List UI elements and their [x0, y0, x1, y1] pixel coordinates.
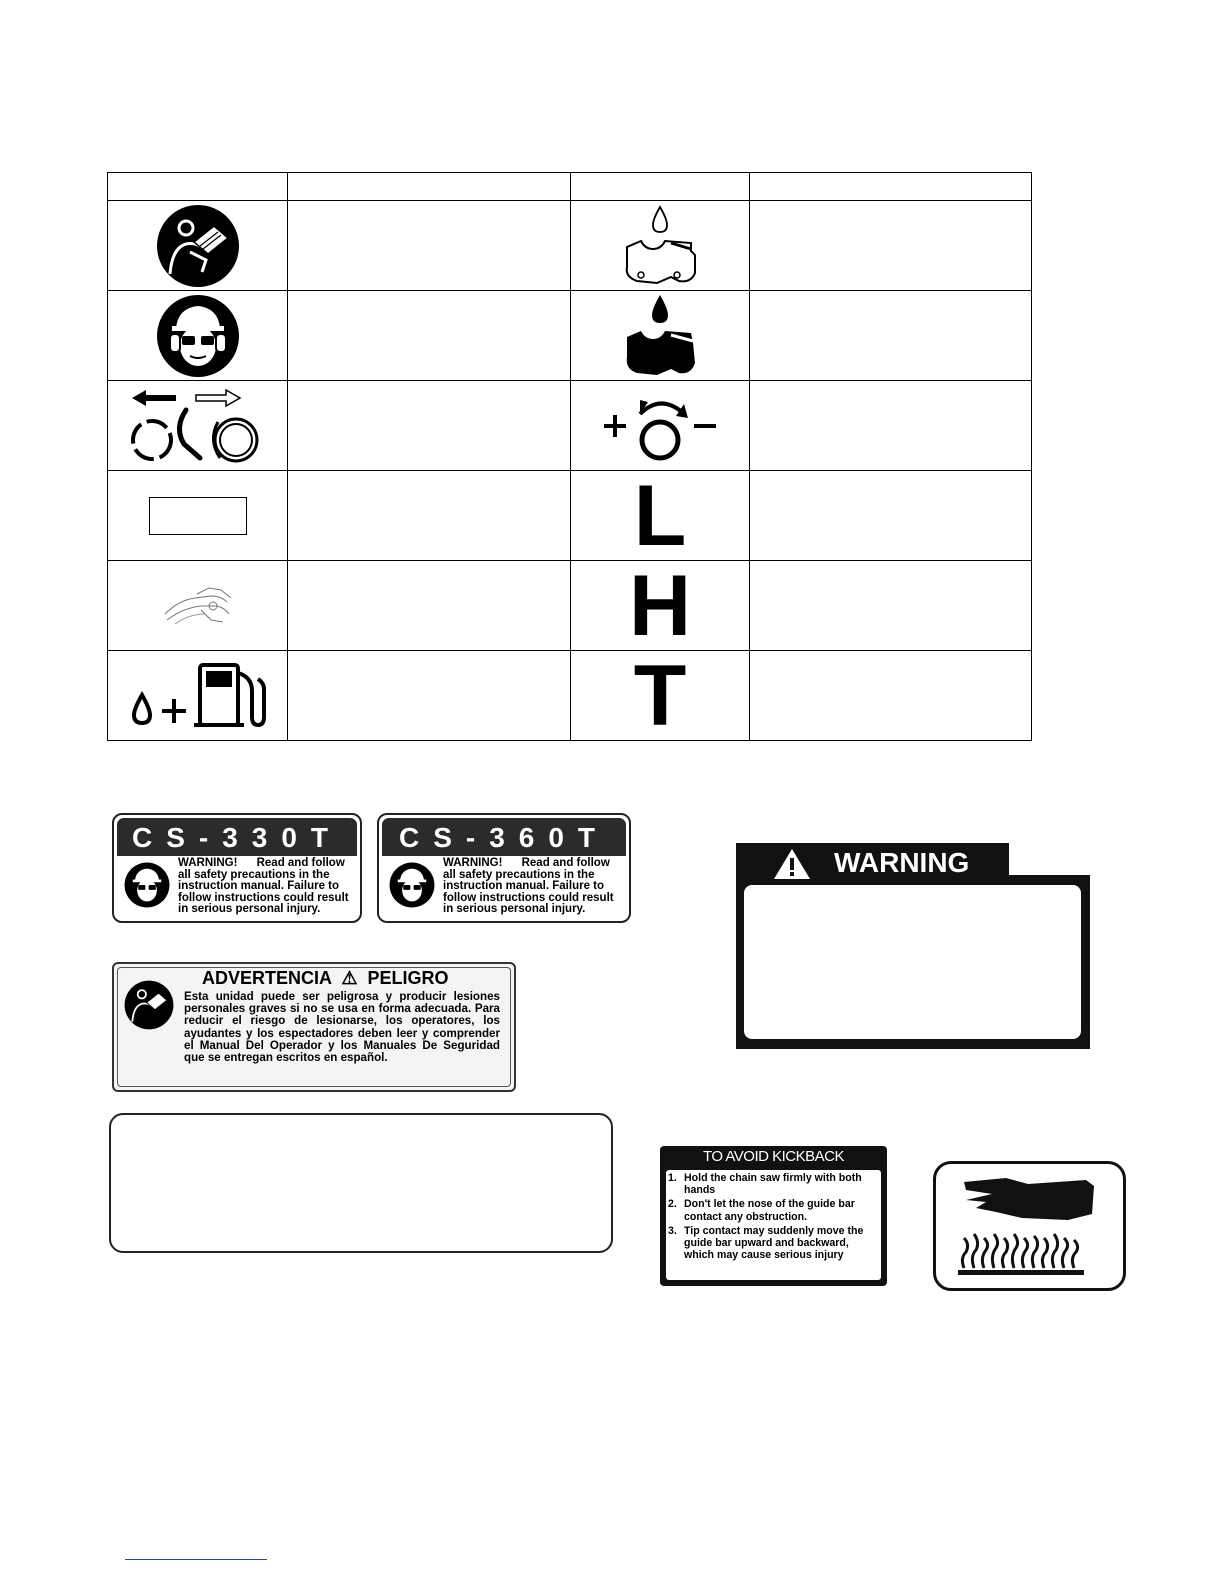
item-text: Tip contact may suddenly move the guide bar upward and backward, which may cause serious injury — [684, 1224, 864, 1262]
warning-label — [736, 843, 1090, 1049]
letter-h-symbol: H — [628, 557, 692, 654]
warning-text — [178, 858, 360, 916]
warning-heading: WARNING! — [178, 857, 238, 869]
hardhat-eye-ear-protection-icon — [389, 862, 435, 908]
symbol-cell — [571, 647, 750, 744]
description-cell — [750, 651, 1032, 741]
table-row — [108, 471, 1032, 561]
warning-body: all safety precautions in the instruction manual. Failure to follow instructions could result in serious personal injury. — [178, 868, 349, 915]
warning-body: all safety precautions in the instruction manual. Failure to follow instructions could result in serious personal injury. — [443, 868, 614, 915]
advertencia-heading: ADVERTENCIA — [202, 968, 332, 988]
table-row — [108, 561, 1032, 651]
oil-adjust-plus-minus-icon — [600, 386, 720, 466]
warning-triangle-icon: ⚠ — [341, 968, 358, 988]
hot-surface-label — [933, 1161, 1126, 1291]
warning-text — [443, 858, 625, 916]
blank-symbol-box — [149, 497, 247, 535]
model-label-cs360t — [377, 813, 631, 923]
list-item — [666, 1172, 881, 1196]
kickback-label — [660, 1146, 887, 1286]
read-manual-icon — [156, 204, 240, 288]
advertencia-text: Esta unidad puede ser peligrosa y producir lesiones personales graves si no se usa en forma adecuada. Para reducir el riesgo de lesionarse, los operatores, los ayudantes y los espectadores deben leer y comprender el Manual Del Operador y los Manuales De Seguridad que se entregan escritos en español. — [184, 990, 500, 1065]
warning-heading-tail: Read and follow — [256, 857, 345, 869]
description-cell — [288, 381, 571, 471]
item-text: Don't let the nose of the guide bar contact any obstruction. — [684, 1198, 855, 1223]
oil-plus-fuel-icon — [128, 659, 268, 733]
header-cell — [288, 173, 571, 201]
letter-t-symbol: T — [633, 647, 687, 744]
list-item — [666, 1198, 881, 1222]
letter-l-symbol: L — [633, 467, 687, 564]
advertencia-label — [112, 962, 516, 1092]
table-row — [108, 381, 1032, 471]
chain-oil-drop-outline-icon — [615, 203, 705, 289]
table-row — [108, 201, 1032, 291]
list-item — [666, 1225, 881, 1262]
symbol-cell — [571, 467, 750, 564]
warning-word: WARNING — [834, 847, 970, 878]
description-cell — [750, 381, 1032, 471]
hand-on-saw-icon — [161, 584, 235, 628]
description-cell — [288, 291, 571, 381]
item-text: Hold the chain saw firmly with both hands — [684, 1172, 862, 1197]
chain-brake-icon — [128, 388, 268, 464]
peligro-heading: PELIGRO — [367, 968, 449, 988]
chain-oil-drop-solid-icon — [615, 293, 705, 379]
kickback-title: TO AVOID KICKBACK — [703, 1148, 844, 1165]
warning-heading-tail: Read and follow — [521, 857, 610, 869]
item-number: 1. — [668, 1172, 677, 1184]
model-label-cs330t — [112, 813, 362, 923]
description-cell — [750, 291, 1032, 381]
description-cell — [750, 561, 1032, 651]
symbol-cell — [108, 471, 288, 561]
hardhat-eye-ear-protection-icon — [124, 862, 170, 908]
symbol-cell — [108, 561, 288, 651]
description-cell — [288, 201, 571, 291]
footer-rule — [125, 1559, 267, 1560]
warning-heading: WARNING! — [443, 857, 503, 869]
symbol-cell — [108, 651, 288, 741]
symbol-table — [107, 172, 1032, 744]
hardhat-eye-ear-protection-icon — [156, 294, 240, 378]
description-cell — [288, 471, 571, 561]
description-cell — [750, 471, 1032, 561]
symbol-cell — [108, 381, 288, 471]
header-cell — [108, 173, 288, 201]
table-header-row — [108, 173, 1032, 201]
symbol-cell — [108, 201, 288, 291]
header-cell — [571, 173, 750, 201]
warning-triangle-icon — [772, 847, 812, 881]
description-cell — [288, 561, 571, 651]
table-row — [108, 291, 1032, 381]
kickback-list — [666, 1172, 881, 1261]
item-number: 3. — [668, 1224, 677, 1237]
symbol-cell — [571, 381, 750, 471]
symbol-cell — [571, 557, 750, 654]
item-number: 2. — [668, 1198, 677, 1211]
read-manual-icon — [124, 980, 174, 1030]
symbol-cell — [108, 291, 288, 381]
hot-surface-hand-icon — [936, 1164, 1123, 1288]
description-cell — [750, 201, 1032, 291]
symbol-cell — [571, 291, 750, 381]
table-row — [108, 651, 1032, 741]
model-number: CS-360T — [382, 818, 626, 856]
description-cell — [288, 651, 571, 741]
header-cell — [750, 173, 1032, 201]
blank-notice-box — [109, 1113, 613, 1253]
warning-label-panel — [744, 885, 1081, 1039]
model-number: CS-330T — [117, 818, 357, 856]
advertencia-title — [202, 968, 449, 989]
symbol-cell — [571, 201, 750, 291]
